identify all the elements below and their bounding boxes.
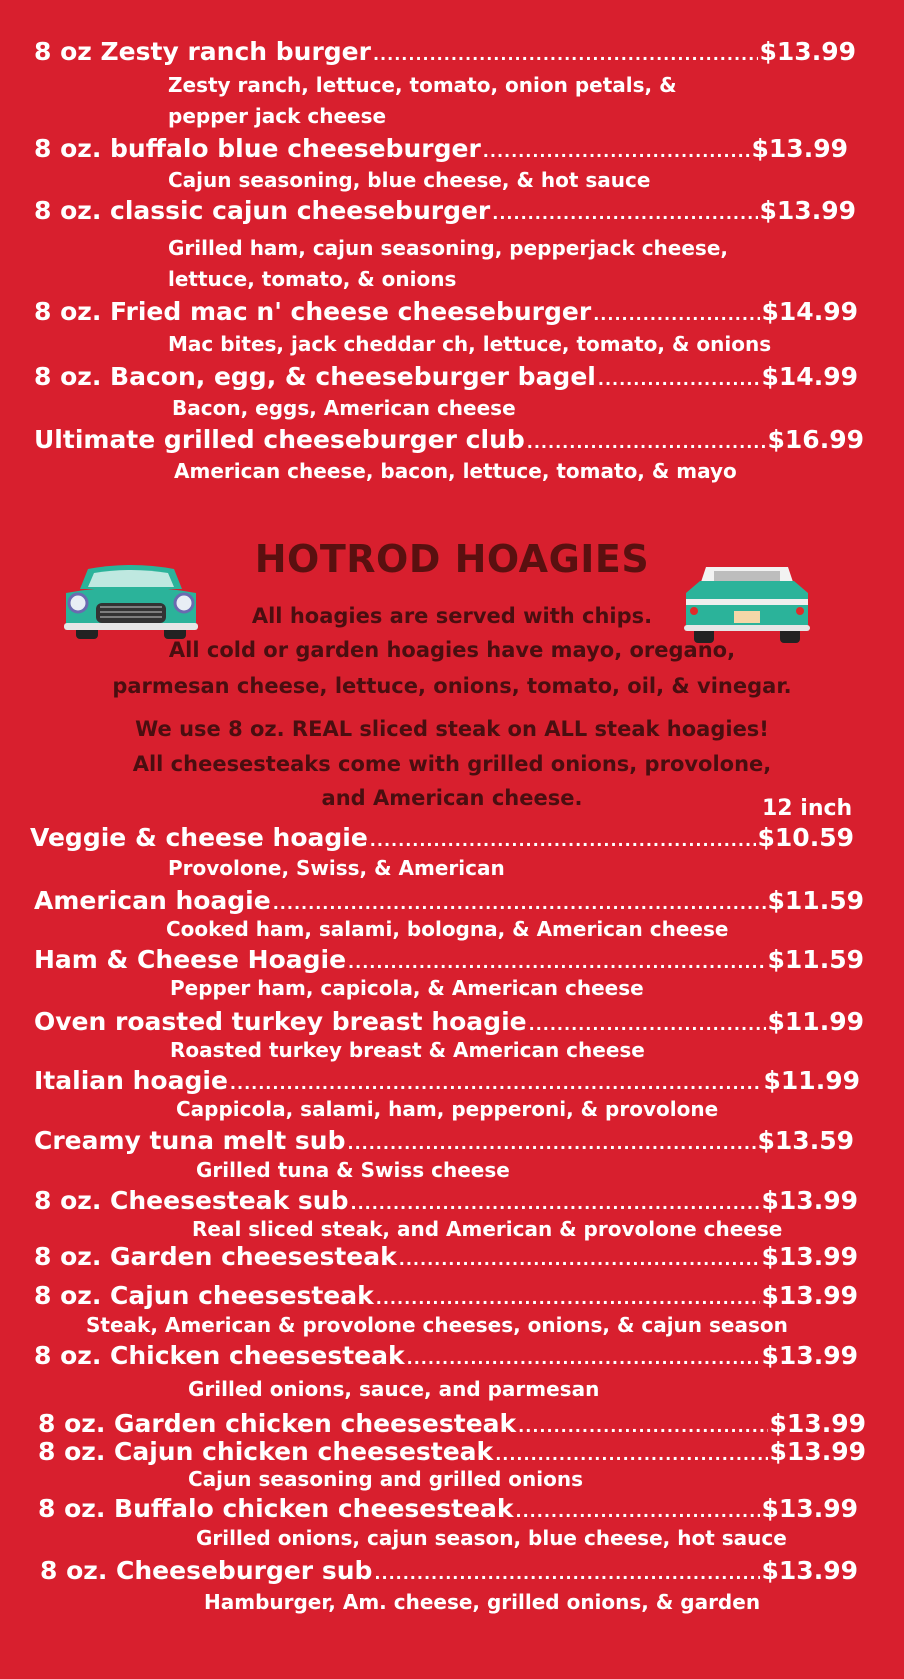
- item-description: lettuce, tomato, & onions: [168, 267, 457, 291]
- item-description: Real sliced steak, and American & provolone cheese: [192, 1217, 783, 1241]
- leader-dots: [518, 1417, 767, 1436]
- section-note: All cheesesteaks come with grilled onions, provolone,: [132, 752, 772, 776]
- leader-dots: [483, 142, 750, 161]
- item-name: Oven roasted turkey breast hoagie: [34, 1007, 527, 1036]
- item-name: 8 oz. Garden chicken cheesesteak: [38, 1409, 517, 1438]
- menu-item: [34, 1281, 858, 1310]
- item-name: 8 oz. Fried mac n' cheese cheeseburger: [34, 297, 592, 326]
- section-note: parmesan cheese, lettuce, onions, tomato, oil, & vinegar.: [112, 674, 792, 698]
- section-note: All cold or garden hoagies have mayo, oregano,: [168, 638, 736, 662]
- section-note: and American cheese.: [321, 786, 583, 810]
- item-description: Cajun seasoning, blue cheese, & hot sauce: [168, 168, 651, 192]
- classic-car-front-icon: [64, 563, 198, 641]
- menu-item: [38, 1437, 866, 1466]
- leader-dots: [374, 1564, 759, 1583]
- item-price: $11.59: [767, 945, 864, 974]
- leader-dots: [516, 1502, 760, 1521]
- item-price: $13.99: [761, 1494, 858, 1523]
- item-name: 8 oz. Buffalo chicken cheesesteak: [38, 1494, 514, 1523]
- item-name: American hoagie: [34, 886, 271, 915]
- item-description: Pepper ham, capicola, & American cheese: [170, 976, 644, 1000]
- item-name: 8 oz. Cajun chicken cheesesteak: [38, 1437, 494, 1466]
- leader-dots: [529, 1015, 766, 1034]
- menu-item: [34, 134, 848, 163]
- item-description: Provolone, Swiss, & American: [168, 856, 505, 880]
- menu-item: [34, 945, 864, 974]
- item-price: $11.99: [767, 1007, 864, 1036]
- leader-dots: [347, 1134, 755, 1153]
- leader-dots: [495, 1445, 767, 1464]
- leader-dots: [527, 433, 766, 452]
- item-price: $14.99: [761, 297, 858, 326]
- item-price: $13.99: [751, 134, 848, 163]
- item-price: $13.59: [757, 1126, 854, 1155]
- menu-item: [34, 196, 856, 225]
- item-price: $13.99: [759, 37, 856, 66]
- item-price: $13.99: [769, 1409, 866, 1438]
- item-price: $11.99: [763, 1066, 860, 1095]
- item-name: Italian hoagie: [34, 1066, 228, 1095]
- item-description: Hamburger, Am. cheese, grilled onions, & garden: [204, 1590, 761, 1614]
- leader-dots: [373, 45, 758, 64]
- menu-item: [34, 1066, 860, 1095]
- leader-dots: [273, 894, 766, 913]
- item-description: Grilled onions, cajun season, blue cheese, hot sauce: [196, 1526, 787, 1550]
- item-price: $13.99: [761, 1556, 858, 1585]
- leader-dots: [399, 1250, 760, 1269]
- item-description: Cappicola, salami, ham, pepperoni, & provolone: [176, 1097, 719, 1121]
- menu-item: [34, 37, 856, 66]
- item-price: $13.99: [761, 1281, 858, 1310]
- item-name: 8 oz. Cheesesteak sub: [34, 1186, 349, 1215]
- menu-item: [34, 1126, 854, 1155]
- item-description: Bacon, eggs, American cheese: [172, 396, 516, 420]
- item-name: 8 oz Zesty ranch burger: [34, 37, 371, 66]
- item-description: Cajun seasoning and grilled onions: [188, 1467, 584, 1491]
- item-description: Grilled ham, cajun seasoning, pepperjack cheese,: [168, 236, 728, 260]
- item-name: 8 oz. buffalo blue cheeseburger: [34, 134, 481, 163]
- leader-dots: [407, 1349, 760, 1368]
- item-name: 8 oz. classic cajun cheeseburger: [34, 196, 491, 225]
- leader-dots: [598, 370, 760, 389]
- item-price: $16.99: [767, 425, 864, 454]
- menu-item: [40, 1556, 858, 1585]
- item-price: $13.99: [761, 1341, 858, 1370]
- menu-item: [34, 1186, 858, 1215]
- menu-item: [34, 362, 858, 391]
- item-description: Steak, American & provolone cheeses, onions, & cajun season: [86, 1313, 788, 1337]
- item-name: Veggie & cheese hoagie: [30, 823, 368, 852]
- item-name: Ultimate grilled cheeseburger club: [34, 425, 525, 454]
- item-description: Zesty ranch, lettuce, tomato, onion petals, &: [168, 73, 677, 97]
- section-note: All hoagies are served with chips.: [251, 604, 653, 628]
- menu-item: [34, 1341, 858, 1370]
- item-price: $13.99: [761, 1242, 858, 1271]
- item-price: $13.99: [769, 1437, 866, 1466]
- leader-dots: [492, 204, 757, 223]
- leader-dots: [350, 1194, 759, 1213]
- size-label: 12 inch: [762, 796, 853, 821]
- leader-dots: [230, 1074, 762, 1093]
- section-title: HOTROD HOAGIES: [254, 537, 650, 581]
- menu-item: [34, 297, 858, 326]
- leader-dots: [593, 305, 759, 324]
- item-name: 8 oz. Bacon, egg, & cheeseburger bagel: [34, 362, 596, 391]
- menu-item: [34, 1242, 858, 1271]
- item-name: 8 oz. Cheeseburger sub: [40, 1556, 373, 1585]
- leader-dots: [370, 831, 756, 850]
- item-name: Creamy tuna melt sub: [34, 1126, 346, 1155]
- item-price: $14.99: [761, 362, 858, 391]
- item-description: pepper jack cheese: [168, 104, 387, 128]
- item-price: $13.99: [759, 196, 856, 225]
- menu-item: [34, 425, 864, 454]
- section-note: We use 8 oz. REAL sliced steak on ALL steak hoagies!: [135, 717, 769, 741]
- item-description: Grilled onions, sauce, and parmesan: [188, 1377, 600, 1401]
- menu-item: [34, 886, 864, 915]
- leader-dots: [348, 953, 765, 972]
- menu-item: [38, 1494, 858, 1523]
- item-description: Roasted turkey breast & American cheese: [170, 1038, 645, 1062]
- item-price: $13.99: [761, 1186, 858, 1215]
- item-description: Cooked ham, salami, bologna, & American cheese: [166, 917, 729, 941]
- item-name: 8 oz. Chicken cheesesteak: [34, 1341, 405, 1370]
- item-name: 8 oz. Garden cheesesteak: [34, 1242, 397, 1271]
- item-price: $10.59: [757, 823, 854, 852]
- item-price: $11.59: [767, 886, 864, 915]
- item-name: Ham & Cheese Hoagie: [34, 945, 347, 974]
- menu-item: [38, 1409, 866, 1438]
- menu-item: [30, 823, 854, 852]
- leader-dots: [376, 1289, 760, 1308]
- item-description: Mac bites, jack cheddar ch, lettuce, tomato, & onions: [168, 332, 772, 356]
- item-description: American cheese, bacon, lettuce, tomato, & mayo: [174, 459, 737, 483]
- item-description: Grilled tuna & Swiss cheese: [196, 1158, 510, 1182]
- item-name: 8 oz. Cajun cheesesteak: [34, 1281, 374, 1310]
- menu-item: [34, 1007, 864, 1036]
